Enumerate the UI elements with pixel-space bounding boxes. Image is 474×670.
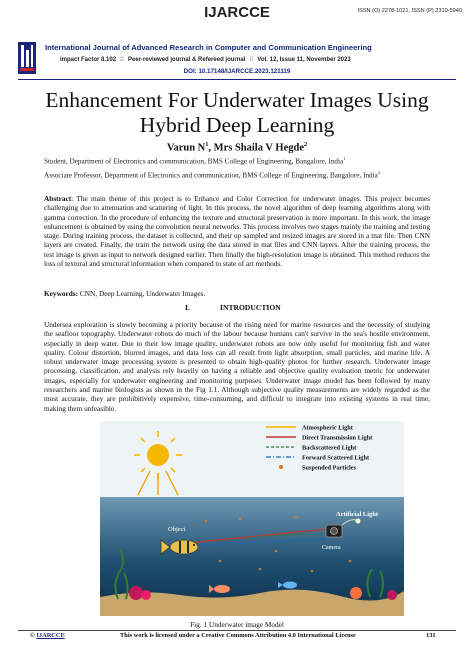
figure-caption: Fig. 1 Underwater image Model	[190, 620, 284, 629]
volume-info: Vol. 12, Issue 11, November 2023	[257, 57, 351, 63]
author-1-sup: 1	[205, 141, 209, 148]
legend-atmospheric: Atmospheric Light	[302, 424, 353, 432]
header-divider	[18, 79, 456, 80]
page-number: 131	[426, 632, 436, 639]
affiliation-2-text: Associate Professor, Department of Electronics and communication, BMS College of Engineering, Bangalore, India	[44, 171, 378, 180]
copyright-link[interactable]: IJARCCE	[36, 632, 65, 639]
abstract	[44, 194, 430, 268]
affiliation-1	[44, 156, 345, 165]
author-2-sup: 2	[304, 141, 308, 148]
journal-title: International Journal of Advanced Research in Computer and Communication Engineering	[45, 43, 372, 52]
author-1: Varun N	[166, 142, 206, 154]
meta-separator: ⁞⁞	[120, 57, 125, 63]
doi-link[interactable]: DOI: 10.17148/IJARCCE.2023.121119	[183, 68, 291, 75]
label-camera: Camera	[322, 545, 341, 551]
copyright	[30, 632, 65, 639]
introduction-text: Undersea exploration is slowly becoming a priority because of the rising need for marine resources and the necessity of studying the seafloor topography. Underwater robots do much of the labour because humans can't survive in the sea's hostile environment, especially in deep water. Due to their low image quality, underwater robots are now only useful for monitoring fish and water quality. Colour distortion, blurred images, and data loss can all result from light absorption, small particles, and marine life. A robust underwater image processing system is presented to obtain high-quality photos for further research. Underwater image processing, classification, and analysis rely heavily on having a reliable and objective quality evaluation metric for underwater images, especially for underwater engineering and monitoring purposes. Underwater image model has been followed by many researchers and marine biologists as shown in the Fig 1.1. Although subjective quality measurements are widely regarded as the most accurate, they are prohibitively expensive, time-consuming, and difficult to integrate into existing systems in real time, making them unfeasible.	[44, 320, 430, 413]
affiliation-2	[44, 170, 380, 179]
legend-forward: Forward Scattered Light	[302, 454, 370, 462]
section-number: I.	[185, 303, 190, 312]
abstract-text: : The main theme of this project is to Enhance and Color Correction for underwater images. This project becomes challenging due to attenuation and scattering of light. In this process, the novel algorithm of deep learning algorithms along with gamma correction. In the procedure of enhancing the texture and structural preservation is more important. In this work, the image enhancement is obtained by using the convolution neural networks. This process involves two stages mainly the training and testing stage. During training process, the dataset is collected, and their up sampled and resized images are stored in a mat file. Then CNN layers are created. Finally, the train the network using the data stored in mat files and CNN layers. After the training process, the test image is given as input to network designed earlier. Then finally the high-resolution image is obtained. This method reduces the loss of textural and structural information when compared to state of art methods.	[44, 194, 430, 269]
author-2: Mrs Shaila V Hegde	[213, 142, 304, 154]
footer-divider	[18, 630, 456, 631]
journal-meta	[60, 57, 351, 63]
impact-factor: Impact Factor 8.102	[60, 57, 117, 63]
issn-line: ISSN (O) 2278-1021, ISSN (P) 2319-5940	[357, 8, 462, 14]
paper-title: Enhancement For Underwater Images Using Hybrid Deep Learning	[45, 88, 429, 137]
affiliation-2-sup: 2	[377, 170, 380, 175]
affiliation-1-text: Student, Department of Electronics and communication, BMS College of Engineering, Bangalore, India	[44, 157, 344, 166]
label-object: Object	[168, 526, 186, 533]
legend-direct: Direct Transmission Light	[302, 434, 373, 442]
legend-backscatter: Backscattered Light	[302, 444, 357, 452]
keywords	[44, 289, 205, 298]
legend-particles: Suspended Particles	[302, 464, 357, 472]
section-title: INTRODUCTION	[220, 303, 281, 312]
license-text: This work is licensed under a Creative Commons Attribution 4.0 International License	[120, 632, 356, 639]
keywords-text: CNN, Deep Learning, Underwater Images.	[78, 289, 206, 298]
meta-separator: ⁞⁞	[249, 57, 254, 63]
authors-line	[0, 141, 474, 154]
journal-abbrev: IJARCCE	[204, 4, 270, 21]
footer	[0, 632, 474, 644]
underwater-model-figure	[100, 421, 404, 616]
review-type: Peer-reviewed journal & Refereed journal	[128, 57, 246, 63]
affiliation-1-sup: 1	[343, 156, 346, 161]
keywords-label: Keywords:	[44, 289, 79, 298]
author-separator: ,	[208, 142, 214, 154]
label-artificial-light: Artificial Light	[336, 511, 379, 518]
abstract-label: Abstract	[44, 194, 72, 203]
copyright-symbol: ©	[30, 632, 35, 639]
